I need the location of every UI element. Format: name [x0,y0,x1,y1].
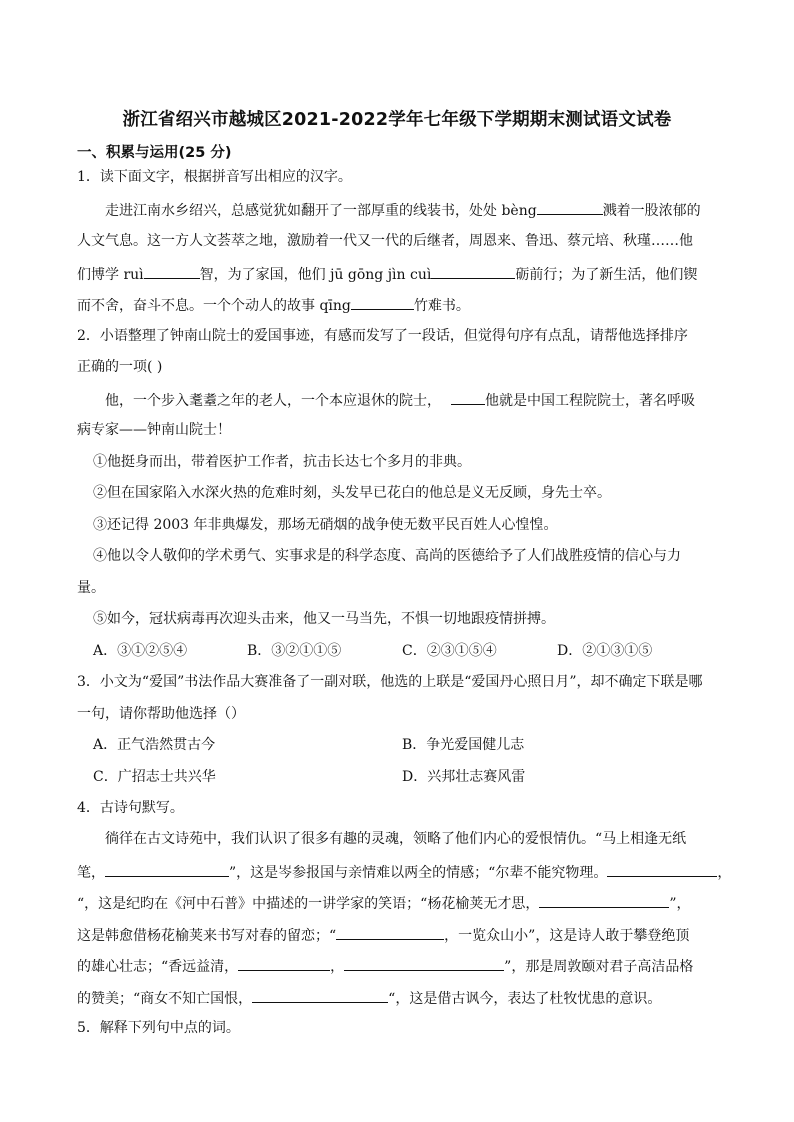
q2-option-a[interactable]: A．③①②⑤④ [93,643,188,659]
q3-stem-1: 3．小文为“爱国”书法作品大赛准备了一副对联，他选的上联是“爱国丹心照日月”，却不确定下联是哪 [77,674,703,690]
answer-blank[interactable] [537,199,603,215]
q4-line-5 [77,955,693,977]
answer-blank[interactable] [451,389,485,405]
q1-line-3 [77,263,697,285]
q4-line-1: 徜徉在古文诗苑中，我们认识了很多有趣的灵魂，领略了他们内心的爱恨情仇。“马上相逢无纸 [105,831,687,847]
answer-blank[interactable] [336,924,444,940]
q4-text: “，这是借古讽今，表达了杜牧忧患的意识。 [388,991,662,1007]
q4-text: 这是韩愈借杨花榆荚来书写对春的留恋；“ [77,928,337,944]
q3-option-a[interactable]: A．正气浩然贯古今 [93,737,216,753]
q4-stem: 4．古诗句默写。 [77,800,184,816]
q2-sentence-4-cont: 量。 [77,580,105,596]
answer-blank[interactable] [252,987,388,1003]
q2-option-c[interactable]: C．②③①⑤④ [402,643,497,659]
q2-sentence-3: ③还记得 2003 年非典爆发，那场无硝烟的战争使无数平民百姓人心惶惶。 [93,517,558,533]
q1-text: 砺前行；为了新生活，他们锲 [515,267,698,283]
q4-line-4 [77,924,689,946]
q2-option-b[interactable]: B．③②①①⑤ [247,643,342,659]
q2-sentence-5: ⑤如今，冠状病毒再次迎头击来，他又一马当先，不惧一切地跟疫情拼搏。 [93,611,555,627]
q3-stem-2: 一句，请你帮助他选择（） [77,706,245,722]
q4-text: ”，这是岑参报国与亲情难以两全的情感；“尔辈不能究物理。 [229,865,608,881]
answer-blank[interactable] [238,955,330,971]
q2-passage-1 [105,389,695,411]
q3-option-c[interactable]: C．广招志士共兴华 [93,769,216,785]
q2-sentence-4: ④他以令人敬仰的学术勇气、实事求是的科学态度、高尚的医德给予了人们战胜疫情的信心与力 [93,548,681,564]
q4-line-2 [77,861,731,883]
q2-stem-2: 正确的一项( ) [77,359,163,375]
q1-text: 而不舍，奋斗不息。一个个动人的故事 qīng [77,298,351,314]
q4-text: ， [717,865,732,881]
answer-blank[interactable] [431,263,515,279]
q1-text: 溅着一股浓郁的 [602,203,701,219]
page-title: 浙江省绍兴市越城区2021-2022学年七年级下学期期末测试语文试卷 [122,110,672,130]
q4-text: ”， [669,896,691,912]
q1-line-2: 人文气息。这一方人文荟萃之地，激励着一代又一代的后继者，周恩来、鲁迅、蔡元培、秋瑾……他 [77,233,693,249]
q3-option-b[interactable]: B．争光爱国健儿志 [402,737,525,753]
q2-passage-2: 病专家——钟南山院士！ [77,422,231,438]
q1-line-4 [77,294,470,316]
answer-blank[interactable] [351,294,414,310]
q4-line-3 [77,892,690,914]
q4-text: 的赞美；“商女不知亡国恨， [77,991,253,1007]
q1-text: 们博学 ruì [77,267,144,283]
q1-line-1 [105,199,701,221]
q4-text: “，这是纪昀在《河中石普》中描述的一讲学家的笑语；“杨花榆荚无才思， [77,896,540,912]
q1-text: 竹难书。 [413,298,470,314]
q2-stem-1: 2．小语整理了钟南山院士的爱国事迹，有感而发写了一段话，但觉得句序有点乱，请帮他选择排序 [77,328,688,344]
answer-blank[interactable] [607,861,717,877]
q2-option-d[interactable]: D．②①③①⑤ [557,643,653,659]
q4-text: 笔， [77,865,105,881]
q4-line-6 [77,987,661,1009]
section-heading: 一、积累与运用(25 分) [77,145,232,161]
q2-text: 他就是中国工程院院士，著名呼吸 [485,393,695,409]
q1-text: 智，为了家国，他们 jū gōng jìn cuì [199,267,432,283]
answer-blank[interactable] [344,955,504,971]
answer-blank[interactable] [144,263,200,279]
q2-sentence-2: ②但在国家陷入水深火热的危难时刻，头发早已花白的他总是义无反顾，身先士卒。 [93,485,611,501]
q2-sentence-1: ①他挺身而出，带着医护工作者，抗击长达七个多月的非典。 [93,454,471,470]
q1-text: 走进江南水乡绍兴，总感觉犹如翻开了一部厚重的线装书，处处 bèng [105,203,537,219]
answer-blank[interactable] [105,861,229,877]
q2-text: 他，一个步入耄耋之年的老人，一个本应退休的院士， [105,393,441,409]
answer-blank[interactable] [539,892,669,908]
q3-option-d[interactable]: D．兴邦壮志赛风雷 [402,769,526,785]
q1-stem: 1．读下面文字，根据拼音写出相应的汉字。 [77,169,352,185]
q4-text: ，一览众山小”，这是诗人敢于攀登绝顶 [444,928,690,944]
q4-text: 的雄心壮志；“香远益清， [77,959,239,975]
q4-text: ， [330,959,345,975]
q5-stem: 5．解释下列句中点的词。 [77,1020,240,1036]
q4-text: ”，那是周敦颐对君子高洁品格 [504,959,694,975]
